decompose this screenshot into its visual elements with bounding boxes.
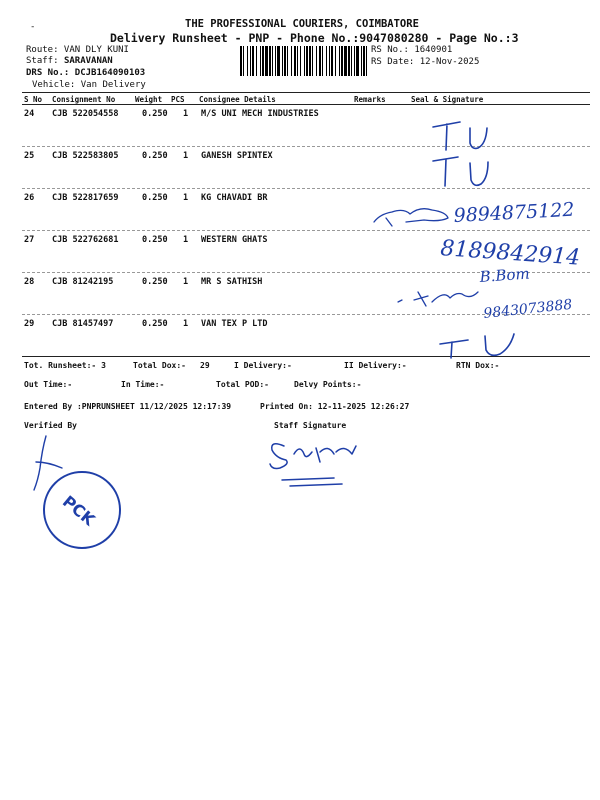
i-delivery: I Delivery:- [234, 361, 292, 370]
row-weight: 0.250 [142, 235, 168, 245]
pck-stamp [34, 436, 120, 548]
row-weight: 0.250 [142, 319, 168, 329]
staff-label: Staff: [26, 56, 59, 66]
staff-value: SARAVANAN [63, 56, 113, 66]
row-pcs: 1 [183, 109, 189, 119]
row-consignee: KG CHAVADI BR [201, 193, 268, 203]
row27-phone: 8189842914 [439, 236, 581, 271]
runsheet-subtitle: Delivery Runsheet - PNP - Phone No.:9047080280 - Page No.:3 [110, 31, 519, 45]
rtn-dox: RTN Dox:- [456, 361, 500, 370]
tot-runsheet: Tot. Runsheet:- 3 [24, 361, 106, 370]
rs-number: RS No.: 1640901 [371, 45, 453, 55]
col-sno: S No [24, 95, 43, 104]
row-consignment: CJB 81457497 [52, 319, 114, 329]
total-dox-value: 29 [200, 361, 210, 370]
row28-name: B.Bom [479, 264, 531, 286]
row26-signature [374, 199, 575, 227]
row-weight: 0.250 [142, 193, 168, 203]
route: Route: VAN DLY KUNI [26, 45, 129, 55]
col-seal: Seal & Signature [411, 95, 484, 104]
row-pcs: 1 [183, 235, 189, 245]
ii-delivery: II Delivery:- [344, 361, 407, 370]
total-pod: Total POD:- [216, 380, 269, 389]
staff-signature-label: Staff Signature [274, 421, 347, 430]
rs-date: RS Date: 12-Nov-2025 [371, 57, 480, 67]
entered-by: Entered By :PNPRUNSHEET 11/12/2025 12:17:39 [24, 402, 232, 411]
col-pcs: PCS [171, 95, 185, 104]
row-consignee: WESTERN GHATS [201, 235, 268, 245]
out-time: Out Time:- [24, 380, 73, 389]
row26-phone: 9894875122 [453, 198, 575, 227]
row-consignment: CJB 522817659 [52, 193, 119, 203]
row-consignment: CJB 522583805 [52, 151, 119, 161]
row-sno: 24 [24, 109, 35, 119]
printed-on: Printed On: 12-11-2025 12:26:27 [260, 402, 410, 411]
vehicle: Vehicle: Van Delivery [32, 80, 146, 90]
row-sno: 28 [24, 277, 35, 287]
row24-signature [433, 122, 487, 150]
total-dox-label: Total Dox:- [133, 361, 186, 370]
row-consignee: M/S UNI MECH INDUSTRIES [201, 109, 319, 119]
row-sno: 29 [24, 319, 35, 329]
corner-mark: - [30, 22, 36, 32]
col-consignment: Consignment No [52, 95, 116, 104]
company-title: THE PROFESSIONAL COURIERS, COIMBATORE [185, 18, 419, 30]
row-sno: 26 [24, 193, 35, 203]
row28-signature [398, 265, 573, 322]
row-weight: 0.250 [142, 109, 168, 119]
delvy-points: Delvy Points:- [294, 380, 362, 389]
row-pcs: 1 [183, 319, 189, 329]
in-time: In Time:- [121, 380, 165, 389]
row-pcs: 1 [183, 193, 189, 203]
col-consignee: Consignee Details [199, 95, 276, 104]
row-consignee: GANESH SPINTEX [201, 151, 273, 161]
row-pcs: 1 [183, 151, 189, 161]
staff-signature [270, 444, 356, 486]
row-sno: 25 [24, 151, 35, 161]
col-remarks: Remarks [354, 95, 386, 104]
col-weight: Weight [135, 95, 163, 104]
row-consignment: CJB 81242195 [52, 277, 114, 287]
drs-label: DRS No.: [26, 68, 70, 78]
drs-value: DCJB164090103 [74, 68, 146, 78]
row-consignee: VAN TEX P LTD [201, 319, 268, 329]
row-consignment: CJB 522054558 [52, 109, 119, 119]
row29-signature [440, 334, 514, 358]
row25-signature [433, 157, 488, 186]
row-pcs: 1 [183, 277, 189, 287]
row-consignment: CJB 522762681 [52, 235, 119, 245]
row-weight: 0.250 [142, 151, 168, 161]
stamp-text: PCK [58, 491, 99, 530]
row28-phone: 9843073888 [482, 296, 574, 322]
verified-by: Verified By [24, 421, 77, 430]
row-sno: 27 [24, 235, 35, 245]
row-weight: 0.250 [142, 277, 168, 287]
row-consignee: MR S SATHISH [201, 277, 263, 287]
